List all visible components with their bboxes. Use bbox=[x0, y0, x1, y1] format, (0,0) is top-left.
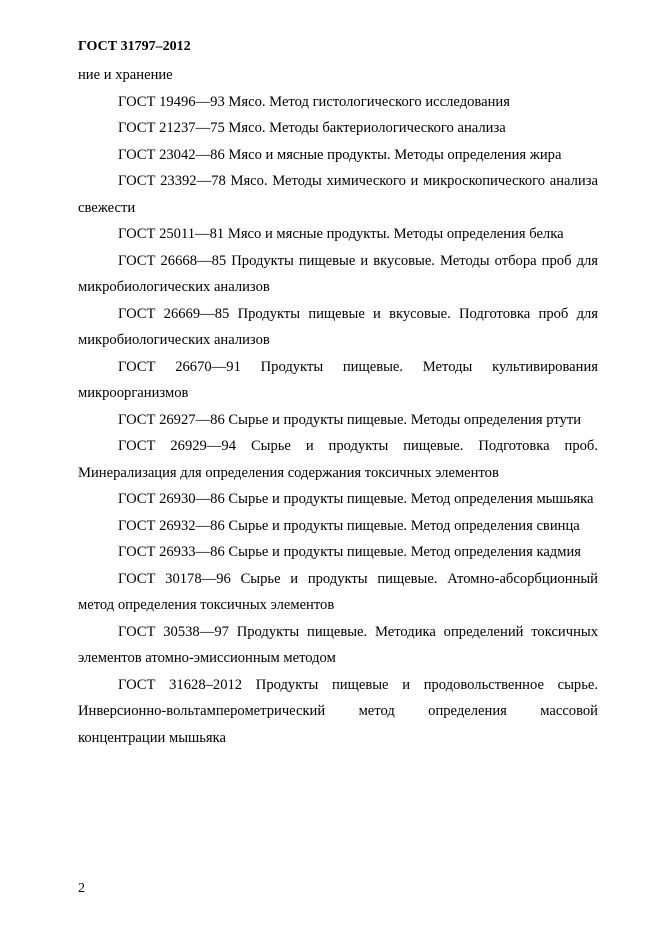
reference-item: ГОСТ 26668—85 Продукты пищевые и вкусовые. Методы отбора проб для микробиологических анализов bbox=[78, 252, 598, 295]
reference-item: ГОСТ 30538—97 Продукты пищевые. Методика определений токсичных элементов атомно-эмиссионным методом bbox=[78, 623, 598, 666]
reference-item: ГОСТ 30178—96 Сырье и продукты пищевые. Атомно-абсорбционный метод определения токсичных элементов bbox=[78, 570, 598, 613]
paragraph-continuation: ние и хранение bbox=[78, 67, 173, 83]
reference-item: ГОСТ 26930—86 Сырье и продукты пищевые. Метод определения мышьяка bbox=[118, 491, 594, 507]
reference-item: ГОСТ 26929—94 Сырье и продукты пищевые. Подготовка проб. Минерализация для определения содержания токсичных элементов bbox=[78, 438, 598, 481]
reference-item: ГОСТ 23042—86 Мясо и мясные продукты. Методы определения жира bbox=[118, 146, 562, 163]
reference-item: ГОСТ 19496—93 Мясо. Метод гистологического исследования bbox=[118, 93, 510, 110]
reference-item: ГОСТ 26669—85 Продукты пищевые и вкусовые. Подготовка проб для микробиологических анализов bbox=[78, 305, 598, 348]
reference-item: ГОСТ 23392—78 Мясо. Методы химического и микроскопического анализа свежести bbox=[78, 173, 598, 216]
reference-item: ГОСТ 26932—86 Сырье и продукты пищевые. Метод определения свинца bbox=[118, 517, 580, 534]
reference-item: ГОСТ 25011—81 Мясо и мясные продукты. Методы определения белка bbox=[118, 226, 564, 242]
reference-item: ГОСТ 26927—86 Сырье и продукты пищевые. Методы определения ртути bbox=[118, 411, 582, 428]
page-number: 2 bbox=[78, 881, 85, 896]
reference-item: ГОСТ 26670—91 Продукты пищевые. Методы культивирования микроорганизмов bbox=[78, 358, 598, 401]
reference-item: ГОСТ 26933—86 Сырье и продукты пищевые. Метод определения кадмия bbox=[118, 544, 581, 560]
reference-item: ГОСТ 31628–2012 Продукты пищевые и продовольственное сырье. Инверсионно-вольтамперометрический метод определения массовой концентрации мышьяка bbox=[78, 676, 598, 746]
reference-item: ГОСТ 21237—75 Мясо. Методы бактериологического анализа bbox=[118, 120, 506, 136]
document-header: ГОСТ 31797–2012 bbox=[78, 39, 191, 54]
references-list bbox=[78, 62, 598, 751]
